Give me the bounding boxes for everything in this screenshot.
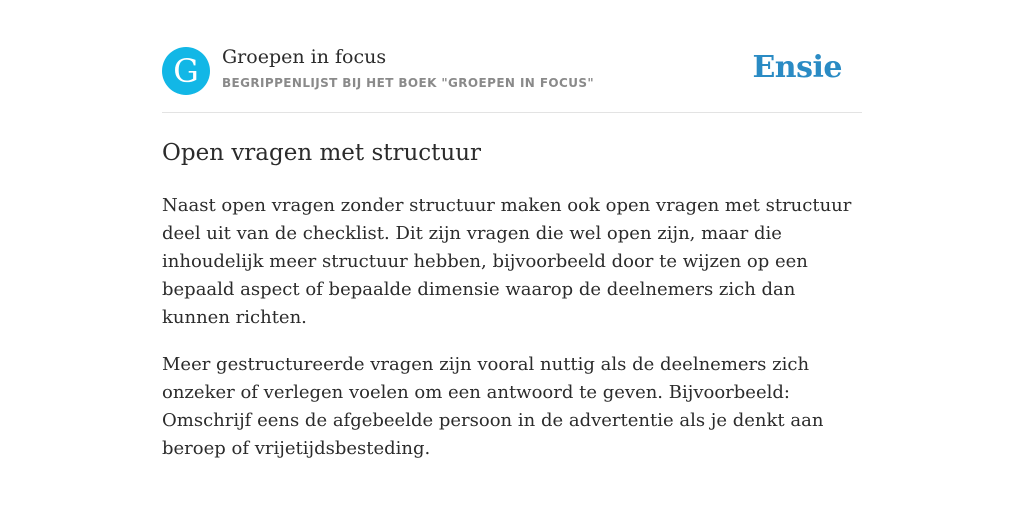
article-paragraph-2: Meer gestructureerde vragen zijn vooral nuttig als de deelnemers zich onzeker of verlegen voelen om een antwoord te geven. Bijvoorbeeld: Omschrijf eens de afgebeelde persoon in de advertentie als je denkt aan beroep of vrijetijdsbesteding. xyxy=(162,354,824,459)
article-title: Open vragen met structuur xyxy=(162,140,482,166)
site-avatar-icon[interactable]: G xyxy=(162,47,210,95)
content-column xyxy=(162,0,862,463)
brand-logo[interactable]: Ensie xyxy=(752,50,842,85)
header xyxy=(162,0,862,113)
site-title[interactable]: Groepen in focus xyxy=(222,46,387,68)
article-paragraph-1: Naast open vragen zonder structuur maken ook open vragen met structuur deel uit van de checklist. Dit zijn vragen die wel open zijn, maar die inhoudelijk meer structuur hebben, bijvoorbeeld door te wijzen op een bepaald aspect of bepaalde dimensie waarop de deelnemers zich dan kunnen richten. xyxy=(162,195,852,328)
site-subtitle: BEGRIPPENLIJST BIJ HET BOEK "GROEPEN IN FOCUS" xyxy=(222,76,595,90)
